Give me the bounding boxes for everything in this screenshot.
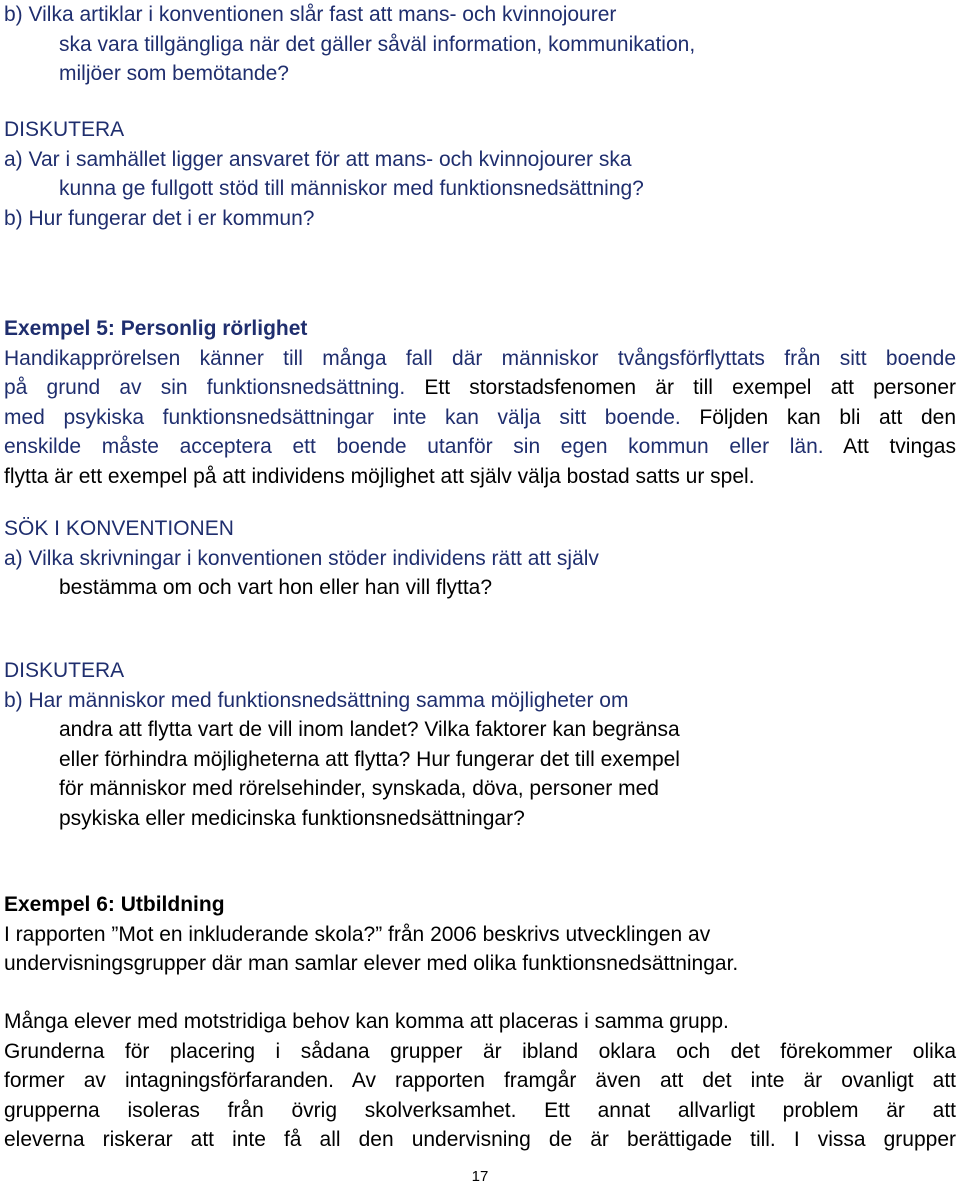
- example-5-text-2b: Ett storstadsfenomen är till exempel att personer: [405, 376, 957, 399]
- discuss-2-b-line-4: för människor med rörelsehinder, synskada, döva, personer med: [59, 777, 659, 800]
- page-number: 17: [471, 1168, 489, 1185]
- discuss-section-1: [4, 115, 956, 233]
- example-5-line-3: [4, 403, 956, 433]
- discuss-heading: DISKUTERA: [4, 118, 125, 141]
- question-b-line-2: ska vara tillgängliga när det gäller såväl information, kommunikation,: [59, 32, 696, 56]
- example-6-p2-line-5: [4, 1125, 956, 1155]
- question-b-line-1: b) Vilka artiklar i konventionen slår fast att mans- och kvinnojourer: [4, 3, 617, 26]
- example-5-text-3b: Följden kan bli att den: [680, 405, 956, 429]
- example-5-line-2: [4, 373, 956, 403]
- example-6-p1-line-1: I rapporten ”Mot en inkluderande skola?” från 2006 beskrivs utvecklingen av: [4, 922, 711, 946]
- example-5-section: [4, 314, 956, 491]
- discuss-2-b-line-1: b) Har människor med funktionsnedsättning samma möjligheter om: [4, 688, 629, 712]
- example-5-text-3a: med psykiska funktionsnedsättningar inte kan välja sitt boende.: [4, 405, 681, 429]
- example-6-paragraph-2: [4, 1007, 956, 1155]
- search-convention-section: [4, 514, 956, 603]
- example-5-text-4a: enskilde måste acceptera ett boende utanför sin egen kommun eller län.: [4, 435, 824, 458]
- example-6-p2-text-4: grupperna isoleras från övrig skolverksamhet. Ett annat allvarligt problem är att: [4, 1098, 956, 1122]
- example-5-line-1: [4, 344, 956, 374]
- example-6-p2-line-1: Många elever med motstridiga behov kan komma att placeras i samma grupp.: [4, 1010, 729, 1033]
- discuss-section-2: [4, 656, 956, 833]
- discuss-b-line: b) Hur fungerar det i er kommun?: [4, 206, 315, 230]
- discuss-2-heading: DISKUTERA: [4, 659, 125, 682]
- example-6-p2-line-2: [4, 1037, 956, 1067]
- example-6-p1-line-2: undervisningsgrupper där man samlar elever med olika funktionsnedsättningar.: [4, 952, 739, 975]
- example-5-title: Exempel 5: Personlig rörlighet: [4, 317, 308, 340]
- search-a-line-1: a) Vilka skrivningar i konventionen stöder individens rätt att själv: [4, 546, 599, 570]
- example-5-text-1: Handikapprörelsen känner till många fall där människor tvångsförflyttats från sitt boende: [4, 346, 956, 370]
- example-5-text-4b: Att tvingas: [823, 435, 956, 458]
- example-6-p2-text-3: former av intagningsförfaranden. Av rapporten framgår även att det inte är ovanligt att: [4, 1069, 956, 1092]
- example-6-p2-text-2: Grunderna för placering i sådana grupper är ibland oklara och det förekommer olika: [4, 1039, 956, 1063]
- example-6-section: [4, 890, 956, 979]
- example-6-p2-text-5: eleverna riskerar att inte få all den undervisning de är berättigade till. I vissa grupper: [4, 1128, 956, 1151]
- discuss-a-line-1: a) Var i samhället ligger ansvaret för att mans- och kvinnojourer ska: [4, 147, 632, 171]
- example-5-line-5: flytta är ett exempel på att individens möjlighet att själv välja bostad satts ur spel.: [4, 464, 755, 488]
- discuss-a-line-2: kunna ge fullgott stöd till människor med funktionsnedsättning?: [59, 177, 644, 200]
- question-b-line-3: miljöer som bemötande?: [59, 62, 289, 85]
- example-5-line-4: [4, 432, 956, 462]
- example-6-title: Exempel 6: Utbildning: [4, 893, 225, 916]
- discuss-2-b-line-3: eller förhindra möjligheterna att flytta? Hur fungerar det till exempel: [59, 747, 680, 771]
- question-b-articles: [4, 0, 956, 89]
- example-5-text-2a: på grund av sin funktionsnedsättning.: [4, 376, 406, 399]
- example-6-p2-line-4: [4, 1096, 956, 1126]
- discuss-2-b-line-2: andra att flytta vart de vill inom landet? Vilka faktorer kan begränsa: [59, 718, 680, 741]
- example-6-p2-line-3: [4, 1066, 956, 1096]
- discuss-2-b-line-5: psykiska eller medicinska funktionsnedsättningar?: [59, 806, 525, 830]
- search-heading: SÖK I KONVENTIONEN: [4, 517, 234, 540]
- search-a-line-2: bestämma om och vart hon eller han vill flytta?: [59, 576, 493, 599]
